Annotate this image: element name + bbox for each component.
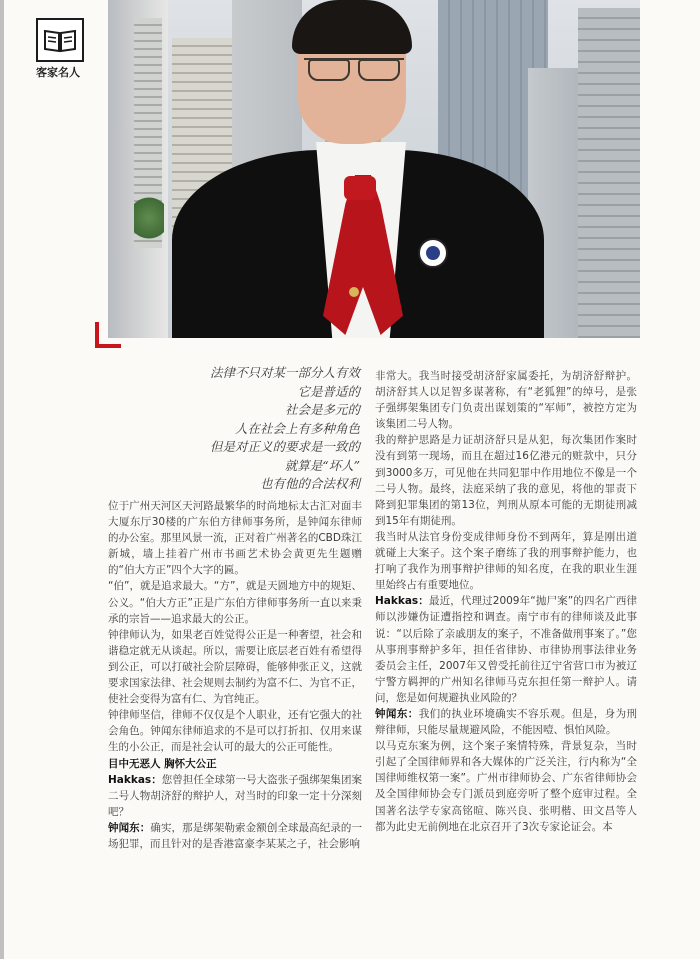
question [375, 593, 637, 706]
subheading: 目中无恶人 胸怀大公正 [108, 757, 217, 770]
speaker-label: Hakkas： [375, 595, 429, 608]
question-text: 最近，代理过2009年“抛尸案”的四名广西律师以涉嫌伪证遭指控和调查。南宁市有的律师谈及此事说：“以后除了亲戚朋友的案子，不准备做刑事案了。”您从事刑事辩护多年，担任省律协、市律协刑事法律业务委员会主任，2007年又曾受托前往辽宁省营口市为被辽宁警方羁押的广州知名律师马克东担任第一辩护人。请问，您是如何规避执业风险的？ [375, 595, 637, 704]
quote-line: 人在社会上有多种角色 [234, 420, 360, 436]
section-caption: 客家名人 [36, 66, 80, 79]
tree [134, 188, 164, 248]
paragraph: 钟律师坚信，律师不仅仅是个人职业，还有它强大的社会角色。钟闻东律师追求的不是可以打折扣、仅用来谋生的小公正，而是社会认可的最大的公正可能性。 [108, 709, 362, 754]
quote-line: 就算是“坏人” [284, 457, 360, 473]
tie-pin [349, 287, 359, 297]
answer-text: 确实，那是绑架勒索金额创全球最高纪录的一场犯罪，而且针对的是香港富豪李某某之子，社会影响 [108, 821, 363, 850]
building [578, 8, 640, 338]
paragraph: “伯”，就是追求最大。“方”，就是天圆地方中的规矩、公义。“伯大方正”正是广东伯方律师事务所一直以来秉承的宗旨——追求最大的公正。 [108, 580, 362, 625]
quote-line: 它是普适的 [297, 383, 360, 399]
speaker-label: 钟闻东： [108, 821, 151, 834]
left-column [108, 498, 362, 852]
lawyer-badge-icon [418, 238, 448, 268]
quote-line: 社会是多元的 [284, 402, 360, 417]
quote-line: 法律不只对某一部分人有效 [209, 365, 360, 380]
question-text: 您曾担任全球第一号大盗张子强绑架集团案二号人物胡济舒的辩护人，对当时的印象一定十分深刻吧？ [108, 773, 362, 818]
question [108, 772, 362, 820]
glasses [304, 58, 404, 80]
speaker-label: Hakkas： [108, 773, 162, 786]
paragraph: 非常大。我当时接受胡济舒家属委托，为胡济舒辩护。胡济舒其人以足智多谋著称，有“老狐狸”的绰号，是张子强绑架集团专门负责出谋划策的“军师”，被控方定为该集团二号人物。 [375, 370, 637, 431]
paragraph: 以马克东案为例，这个案子案情特殊，背景复杂，当时引起了全国律师界和各大媒体的广泛关注，行内称为“全国律师维权第一案”。广州市律师协会、广东省律师协会及全国律师协会专门派员到庭旁听了整个庭审过程。全国著名法学专家高铭暄、陈兴良、张明楷、田文昌等人都为此史无前例地在北京召开了3次专家论证会。本 [375, 740, 637, 833]
hair [292, 0, 412, 54]
answer-text: 我们的执业环境确实不容乐观。但是，身为刑辩律师，只能尽量规避风险，不能因噎、惧怕风险。 [375, 707, 638, 737]
corner-mark [95, 322, 121, 348]
speaker-label: 钟闻东： [375, 707, 419, 720]
pull-quote [150, 364, 360, 494]
page-edge [0, 0, 4, 959]
open-book-icon [36, 18, 84, 62]
answer [375, 706, 637, 738]
tie-knot [344, 176, 376, 200]
quote-line: 但是对正义的要求是一致的 [209, 439, 360, 454]
section-logo [36, 18, 84, 80]
paragraph: 位于广州天河区天河路最繁华的时尚地标太古汇对面丰大厦东厅30楼的广东伯方律师事务所，是钟闻东律师的办公室。那里风景一流，正对着广州著名的CBD珠江新城，墙上挂着广州市书画艺术协会黄更先生题赠的“伯大方正”四个大字的匾。 [108, 500, 362, 577]
portrait-photo [108, 0, 640, 338]
paragraph: 钟律师认为，如果老百姓觉得公正是一种奢望，社会和谐稳定就无从谈起。所以，需要让底层老百姓有希望得到公正，可以打破社会阶层障碍，能够伸张正义，这就要求国家法律、社会规则去制约为富不仁、为官不正，使社会变得为富有仁、为官纯正。 [108, 628, 362, 706]
paragraph: 我的辩护思路是力证胡济舒只是从犯，每次集团作案时没有到第一现场，而且在超过16亿港元的赃款中，只分到3000多万，可见他在共同犯罪中作用地位不像是一个二号人物。最终，法庭采纳了我的意见，将他的罪责下降到犯罪集团的第13位，判刑从原本可能的无期徒刑减到15年有期徒刑。 [375, 434, 637, 527]
answer [108, 820, 362, 852]
paragraph: 我当时从法官身份变成律师身份不到两年，算是刚出道就碰上大案子。这个案子磨练了我的刑事辩护能力，也打响了我作为刑事辩护律师的知名度，在我的职业生涯里始终占有重要地位。 [375, 530, 637, 592]
quote-line: 也有他的合法权利 [259, 476, 360, 491]
right-column [375, 368, 637, 835]
